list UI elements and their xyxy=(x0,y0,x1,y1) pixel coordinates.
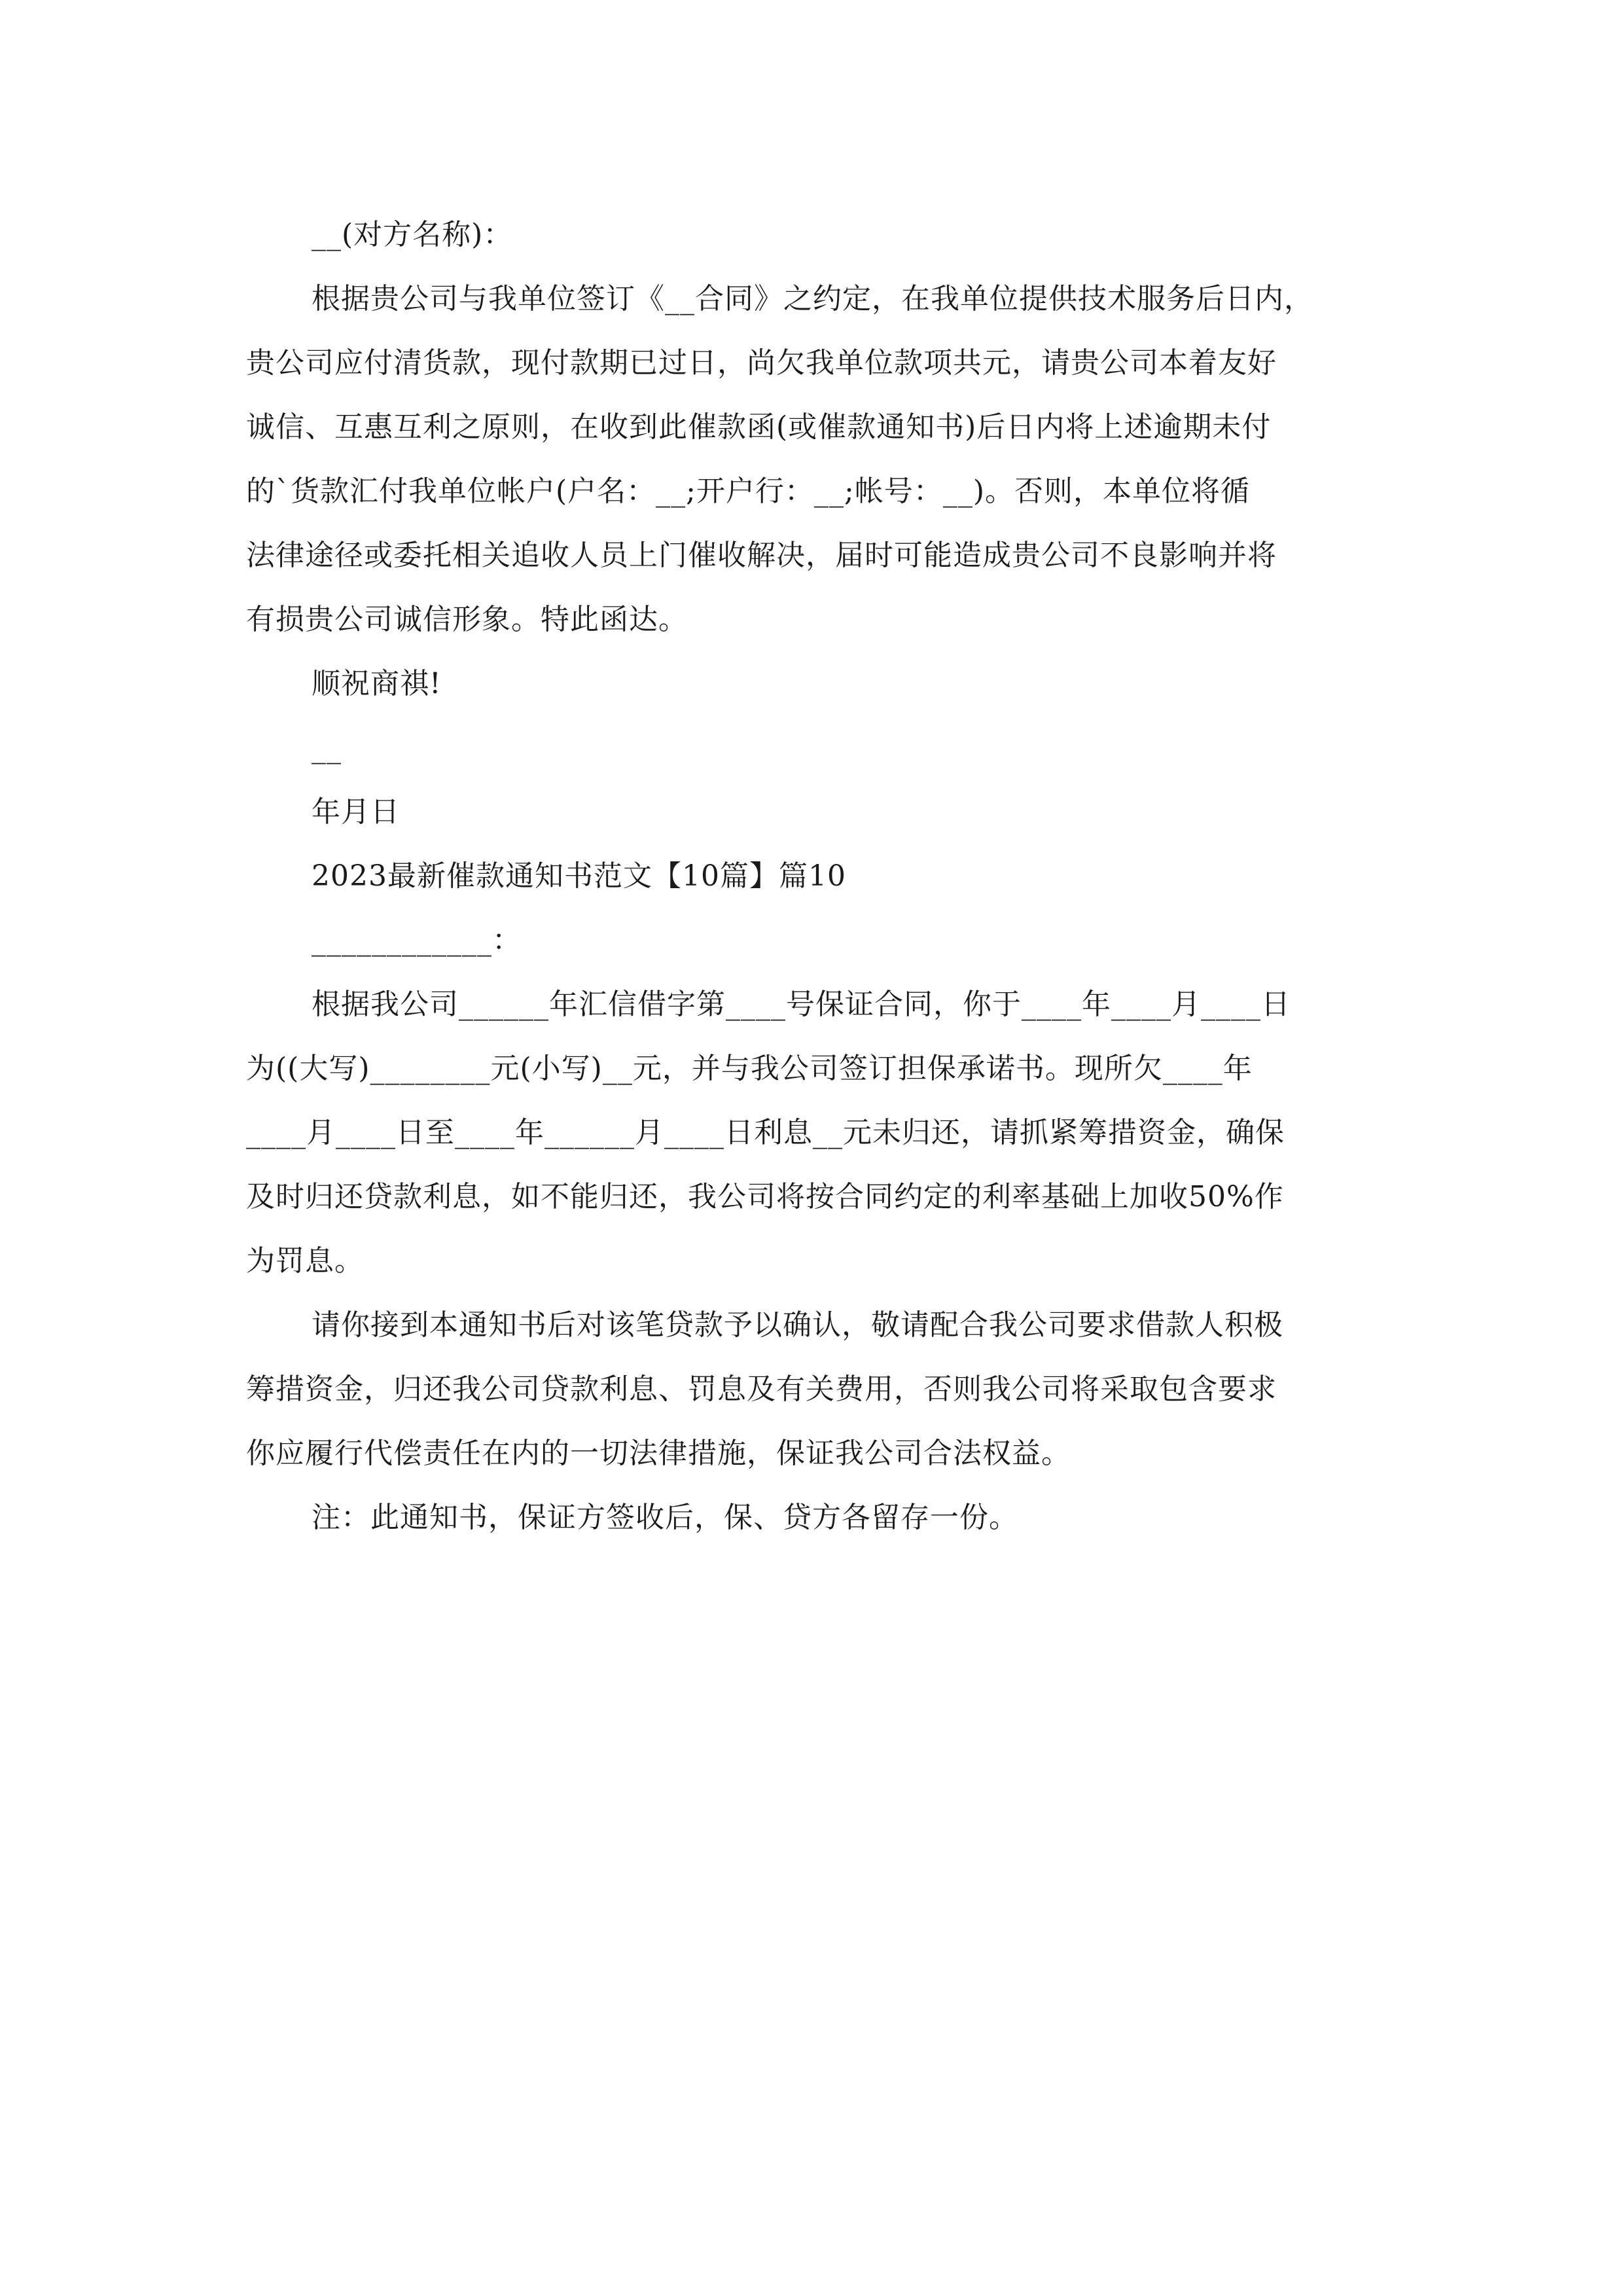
letter2-salutation: ____________： xyxy=(312,924,522,957)
letter2-para1-line: 及时归还贷款利息，如不能归还，我公司将按合同约定的利率基础上加收50%作 xyxy=(246,1180,1284,1213)
section-title: 2023最新催款通知书范文【10篇】篇10 xyxy=(312,859,846,893)
document-page xyxy=(246,203,1385,1550)
letter1-date: 年月日 xyxy=(312,795,400,829)
letter2-para2-line: 筹措资金，归还我公司贷款利息、罚息及有关费用，否则我公司将采取包含要求 xyxy=(246,1372,1277,1406)
letter1-closing: 顺祝商祺! xyxy=(312,667,442,700)
letter2-para2-line: 请你接到本通知书后对该笔贷款予以确认，敬请配合我公司要求借款人积极 xyxy=(312,1308,1283,1342)
letter1-salutation: __(对方名称)： xyxy=(312,218,513,251)
letter2-para2-line: 你应履行代偿责任在内的一切法律措施，保证我公司合法权益。 xyxy=(246,1437,1071,1470)
letter1-body-line: 诚信、互惠互利之原则，在收到此催款函(或催款通知书)后日内将上述逾期未付 xyxy=(246,410,1272,444)
letter1-body-line: 法律途径或委托相关追收人员上门催收解决，届时可能造成贵公司不良影响并将 xyxy=(246,539,1277,572)
letter1-signature: __ xyxy=(312,731,342,764)
letter1-body-line: 有损贵公司诚信形象。特此函达。 xyxy=(246,603,688,636)
letter2-para1-line: 根据我公司______年汇信借字第____号保证合同，你于____年____月____日 xyxy=(312,988,1291,1021)
letter1-body-line: 的`货款汇付我单位帐户(户名：__;开户行：__;帐号：__)。否则，本单位将循 xyxy=(246,475,1250,508)
letter2-para1-line: 为((大写)________元(小写)__元，并与我公司签订担保承诺书。现所欠____年 xyxy=(246,1052,1253,1085)
letter2-note: 注：此通知书，保证方签收后，保、贷方各留存一份。 xyxy=(312,1501,1018,1534)
letter1-body-line: 贵公司应付清货款，现付款期已过日，尚欠我单位款项共元，请贵公司本着友好 xyxy=(246,346,1277,380)
letter1-body-line: 根据贵公司与我单位签订《__合同》之约定，在我单位提供技术服务后日内， xyxy=(312,282,1313,315)
letter2-para1-line: ____月____日至____年______月____日利息__元未归还，请抓紧筹措资金，确保 xyxy=(246,1116,1285,1149)
letter2-para1-line: 为罚息。 xyxy=(246,1244,364,1278)
